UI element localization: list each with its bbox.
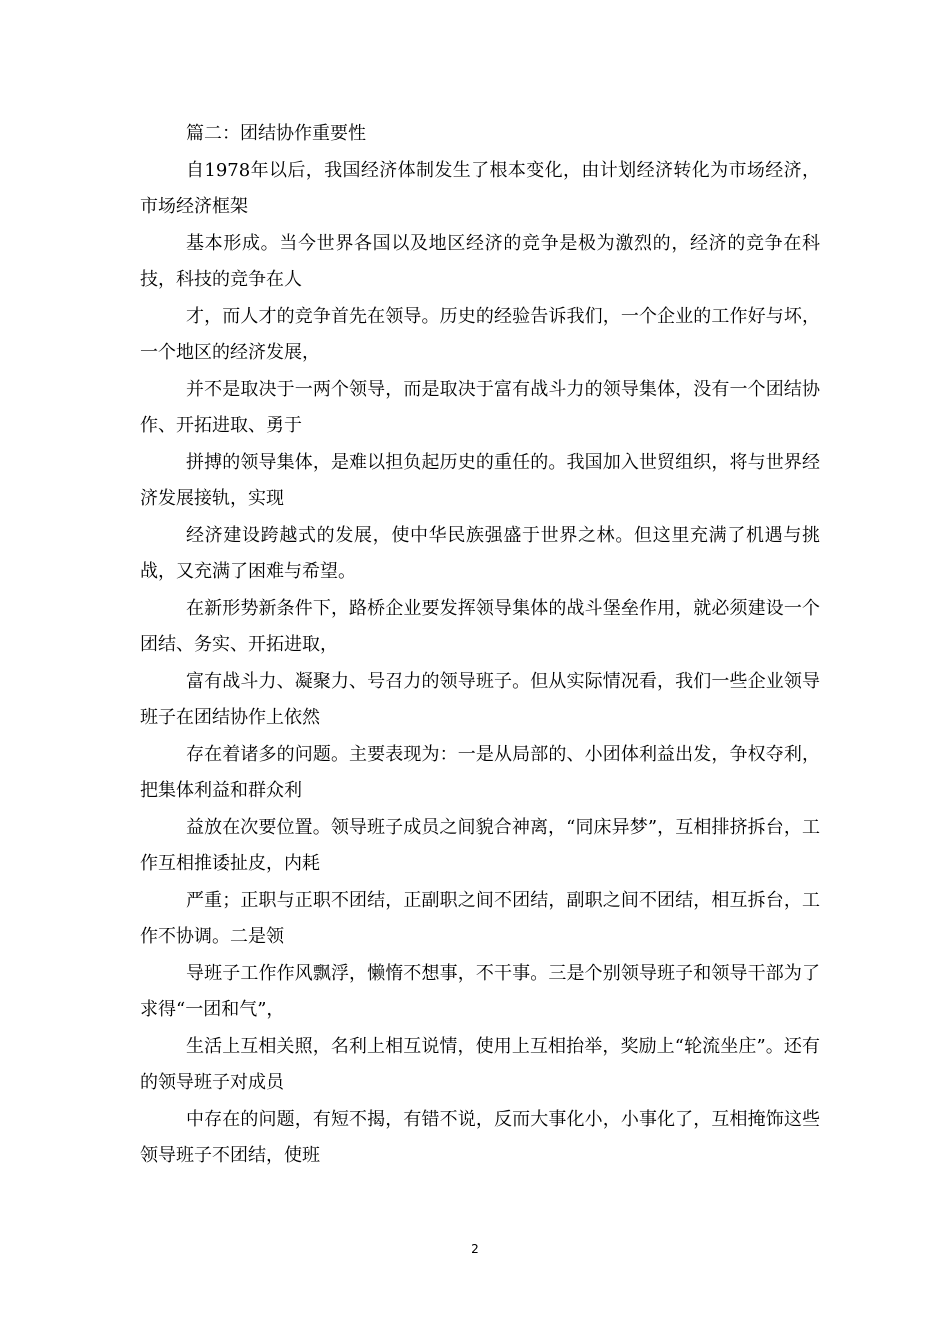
paragraph-9: 存在着诸多的问题。主要表现为：一是从局部的、小团体利益出发，争权夺利，把集体利益和群众利	[140, 744, 820, 801]
paragraph-6: 经济建设跨越式的发展，使中华民族强盛于世界之林。但这里充满了机遇与挑战，又充满了困难与希望。	[140, 525, 820, 582]
paragraph-7: 在新形势新条件下，路桥企业要发挥领导集体的战斗堡垒作用，就必须建设一个团结、务实、开拓进取，	[140, 598, 820, 655]
paragraph-5: 拼搏的领导集体，是难以担负起历史的重任的。我国加入世贸组织，将与世界经济发展接轨，实现	[140, 452, 820, 509]
paragraph-4: 并不是取决于一两个领导，而是取决于富有战斗力的领导集体，没有一个团结协作、开拓进取、勇于	[140, 379, 820, 436]
document-body	[140, 116, 820, 1175]
paragraph-1: 自1978年以后，我国经济体制发生了根本变化，由计划经济转化为市场经济，市场经济框架	[140, 160, 820, 217]
section-heading: 篇二：团结协作重要性	[186, 123, 366, 144]
paragraph-11: 严重；正职与正职不团结，正副职之间不团结，副职之间不团结，相互拆台，工作不协调。二是领	[140, 890, 820, 947]
page-number: 2	[471, 1242, 479, 1256]
paragraph-10: 益放在次要位置。领导班子成员之间貌合神离，“同床异梦”，互相排挤拆台，工作互相推诿扯皮，内耗	[140, 817, 820, 874]
paragraph-2: 基本形成。当今世界各国以及地区经济的竞争是极为激烈的，经济的竞争在科技，科技的竞争在人	[140, 233, 820, 290]
paragraph-3: 才，而人才的竞争首先在领导。历史的经验告诉我们，一个企业的工作好与坏，一个地区的经济发展，	[140, 306, 820, 363]
paragraph-8: 富有战斗力、凝聚力、号召力的领导班子。但从实际情况看，我们一些企业领导班子在团结协作上依然	[140, 671, 820, 728]
paragraph-13: 生活上互相关照，名利上相互说情，使用上互相抬举，奖励上“轮流坐庄”。还有的领导班子对成员	[140, 1036, 820, 1093]
paragraph-12: 导班子工作作风飘浮，懒惰不想事，不干事。三是个别领导班子和领导干部为了求得“一团和气”，	[140, 963, 820, 1020]
paragraph-14: 中存在的问题，有短不揭，有错不说，反而大事化小，小事化了，互相掩饰这些领导班子不团结，使班	[140, 1109, 820, 1166]
